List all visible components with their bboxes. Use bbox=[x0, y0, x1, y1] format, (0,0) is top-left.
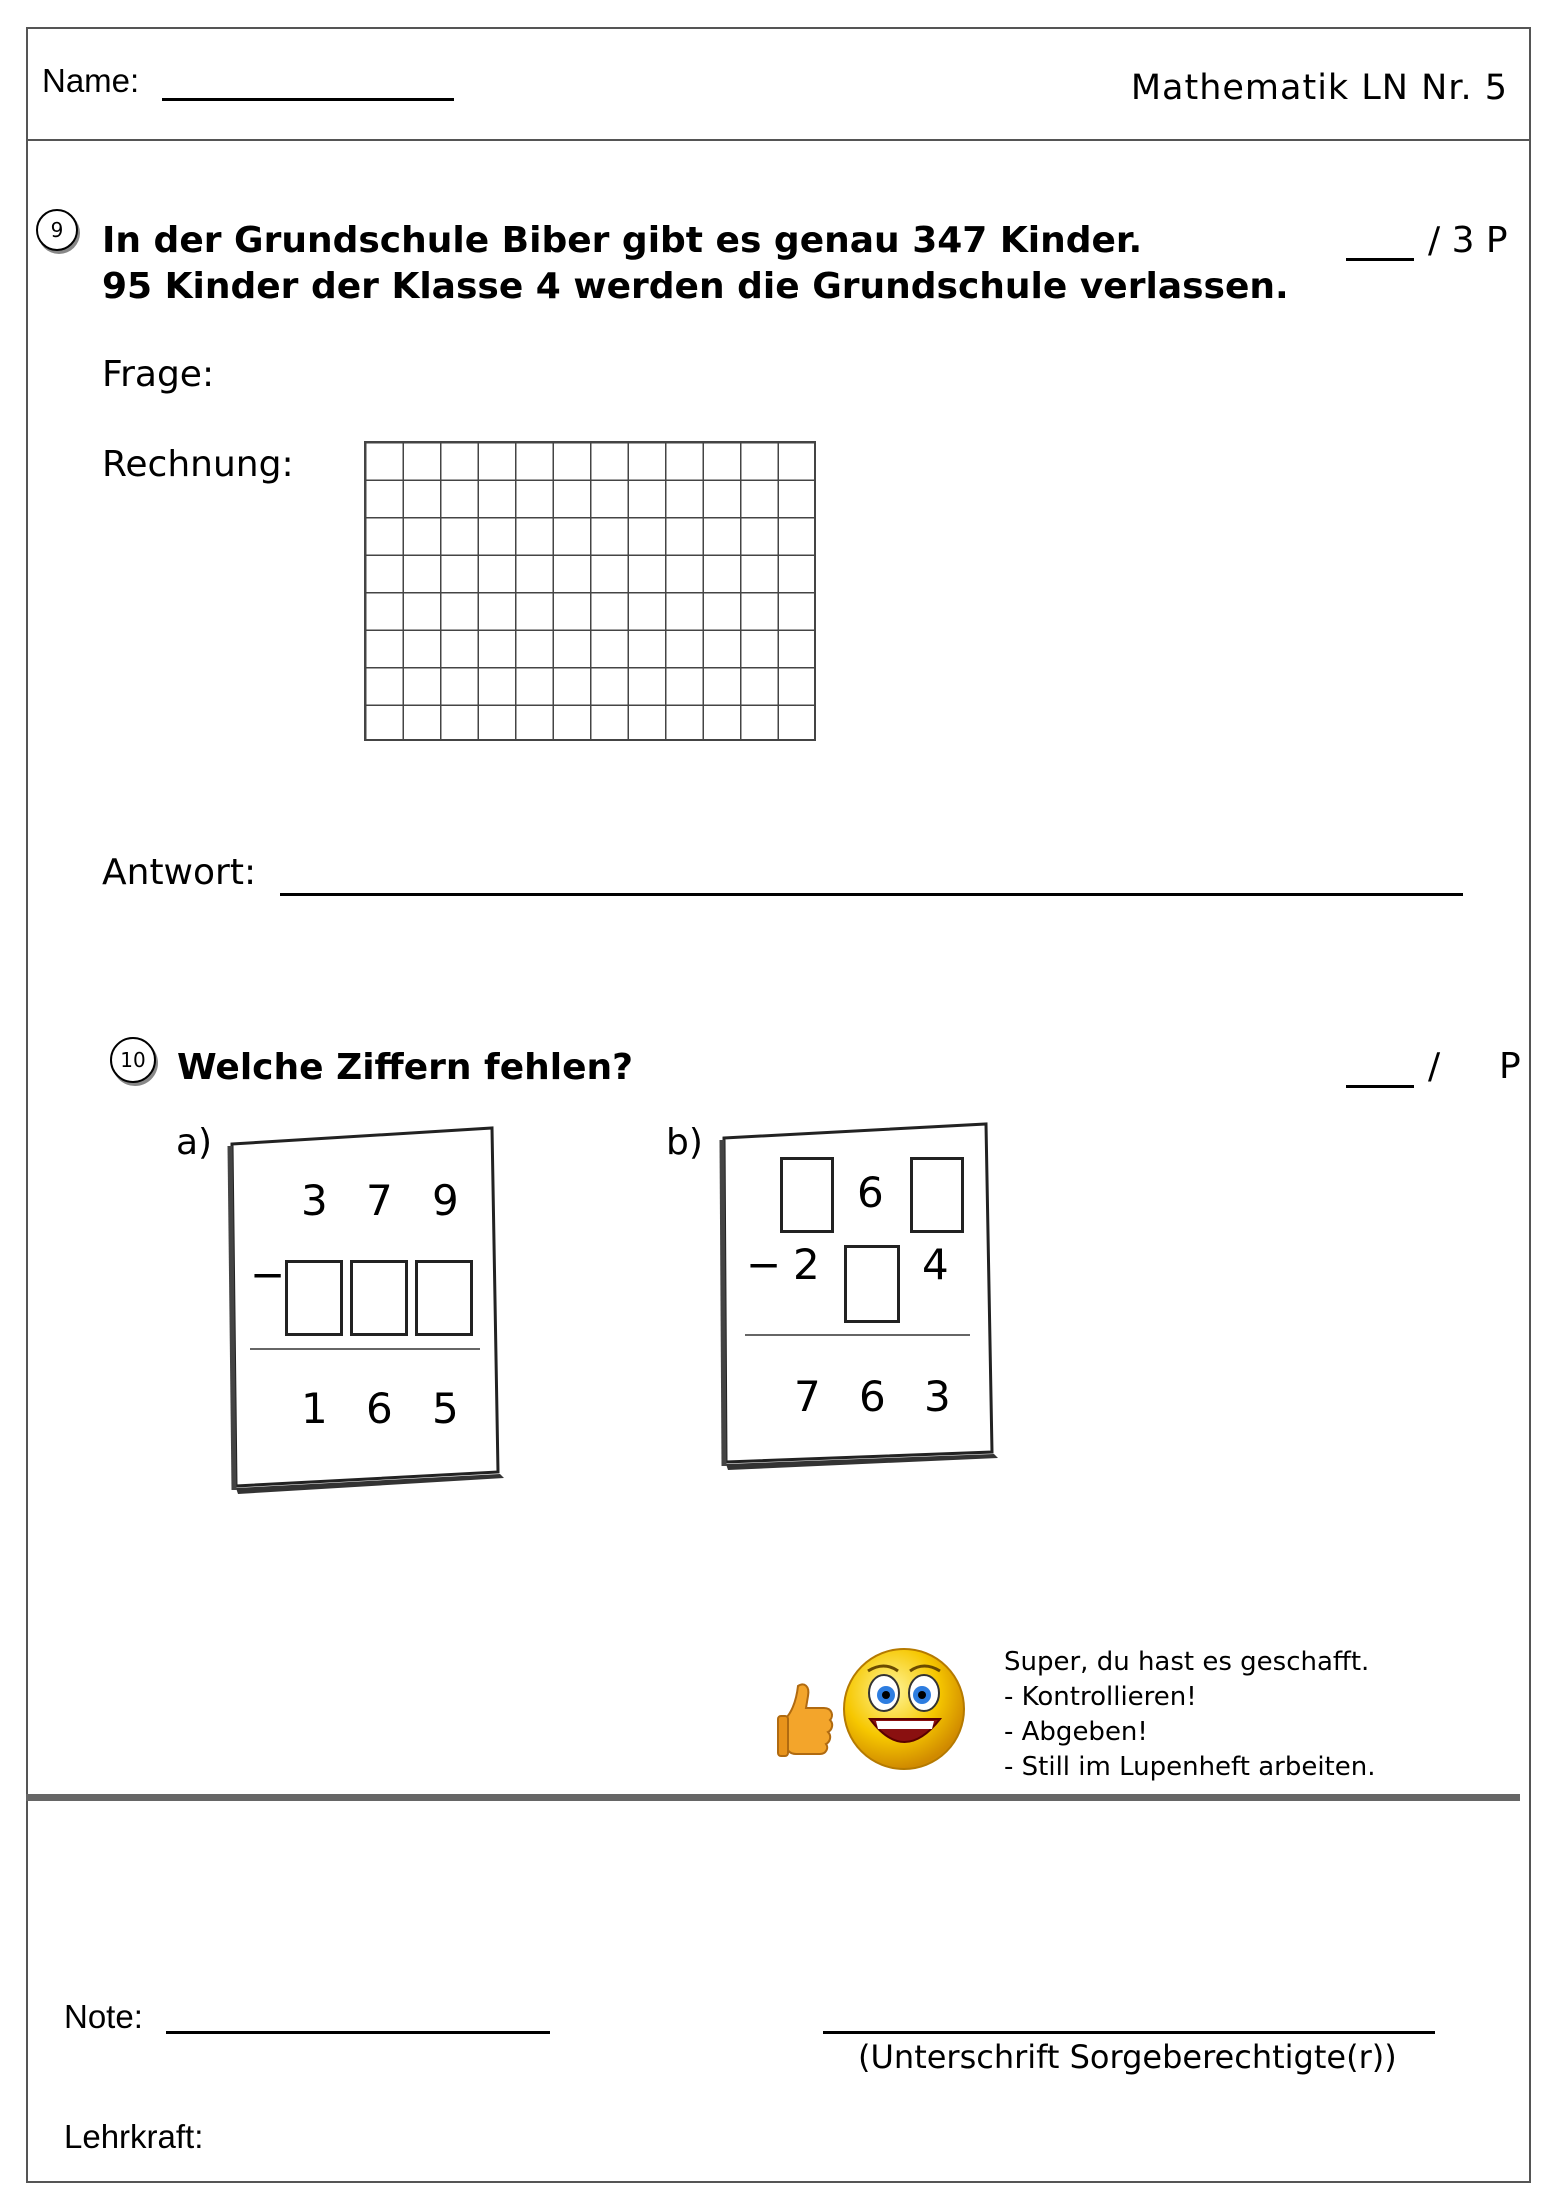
task-10-title: Welche Ziffern fehlen? bbox=[177, 1047, 634, 1088]
task-10-points-field[interactable] bbox=[1346, 1085, 1414, 1088]
card-a-missing-digit[interactable] bbox=[285, 1260, 343, 1336]
encouragement-line: - Still im Lupenheft arbeiten. bbox=[1004, 1752, 1376, 1782]
task-10-points-slash: / bbox=[1428, 1046, 1441, 1087]
thumbs-up-icon bbox=[776, 1680, 838, 1764]
note-field[interactable] bbox=[166, 2031, 550, 2034]
teacher-label: Lehrkraft: bbox=[64, 2118, 204, 2155]
encouragement-line: - Abgeben! bbox=[1004, 1717, 1148, 1747]
task-10-number: 10 bbox=[110, 1037, 156, 1083]
rechnung-label: Rechnung: bbox=[102, 444, 294, 485]
frage-label: Frage: bbox=[102, 354, 215, 395]
smiley-icon bbox=[840, 1643, 970, 1775]
page-frame bbox=[26, 27, 1531, 2183]
card-a-rule bbox=[250, 1348, 480, 1350]
encouragement-line: - Kontrollieren! bbox=[1004, 1682, 1197, 1712]
antwort-label: Antwort: bbox=[102, 852, 257, 893]
card-a-top-digit: 7 bbox=[366, 1176, 393, 1225]
card-a-bottom-digit: 5 bbox=[432, 1384, 459, 1433]
card-b-second-digit: 4 bbox=[922, 1240, 949, 1289]
card-a-missing-digit[interactable] bbox=[415, 1260, 473, 1336]
name-field[interactable] bbox=[162, 98, 454, 101]
card-a-top-digit: 9 bbox=[432, 1176, 459, 1225]
card-b-missing-digit[interactable] bbox=[780, 1157, 834, 1233]
card-b-missing-digit[interactable] bbox=[844, 1245, 900, 1323]
document-title: Mathematik LN Nr. 5 bbox=[1130, 68, 1508, 108]
card-b-minus: − bbox=[746, 1240, 782, 1289]
card-b-second-digit: 2 bbox=[793, 1240, 820, 1289]
signature-caption: (Unterschrift Sorgeberechtigte(r)) bbox=[858, 2038, 1397, 2076]
header-divider bbox=[26, 139, 1531, 141]
encouragement-text bbox=[1004, 1645, 1376, 1785]
card-b-missing-digit[interactable] bbox=[910, 1157, 964, 1233]
card-b-top-digit: 6 bbox=[857, 1168, 884, 1217]
subtask-b-label: b) bbox=[666, 1122, 703, 1163]
card-b-bottom-digit: 7 bbox=[794, 1372, 821, 1421]
card-a-bottom-digit: 1 bbox=[301, 1384, 328, 1433]
task-9-points: / 3 P bbox=[1428, 220, 1508, 261]
signature-field[interactable] bbox=[823, 2031, 1435, 2034]
task-9-line-1: In der Grundschule Biber gibt es genau 347 Kinder. bbox=[102, 220, 1143, 261]
card-a-missing-digit[interactable] bbox=[350, 1260, 408, 1336]
calculation-grid[interactable] bbox=[364, 441, 816, 741]
card-b-rule bbox=[745, 1334, 970, 1336]
name-label: Name: bbox=[42, 62, 140, 99]
task-9-number: 9 bbox=[36, 209, 78, 251]
subtask-a-label: a) bbox=[176, 1122, 213, 1163]
task-10-points-unit: P bbox=[1499, 1046, 1521, 1087]
task-9-line-2: 95 Kinder der Klasse 4 werden die Grundschule verlassen. bbox=[102, 266, 1289, 307]
card-a-bottom-digit: 6 bbox=[366, 1384, 393, 1433]
answer-field[interactable] bbox=[280, 893, 1463, 896]
card-a-minus: − bbox=[250, 1250, 286, 1299]
card-a-top-digit: 3 bbox=[301, 1176, 328, 1225]
note-label: Note: bbox=[64, 1998, 143, 2035]
encouragement-line: Super, du hast es geschafft. bbox=[1004, 1647, 1370, 1677]
task-9-points-field[interactable] bbox=[1346, 258, 1414, 261]
footer-divider bbox=[26, 1794, 1520, 1801]
card-b-bottom-digit: 6 bbox=[859, 1372, 886, 1421]
card-b-bottom-digit: 3 bbox=[924, 1372, 951, 1421]
